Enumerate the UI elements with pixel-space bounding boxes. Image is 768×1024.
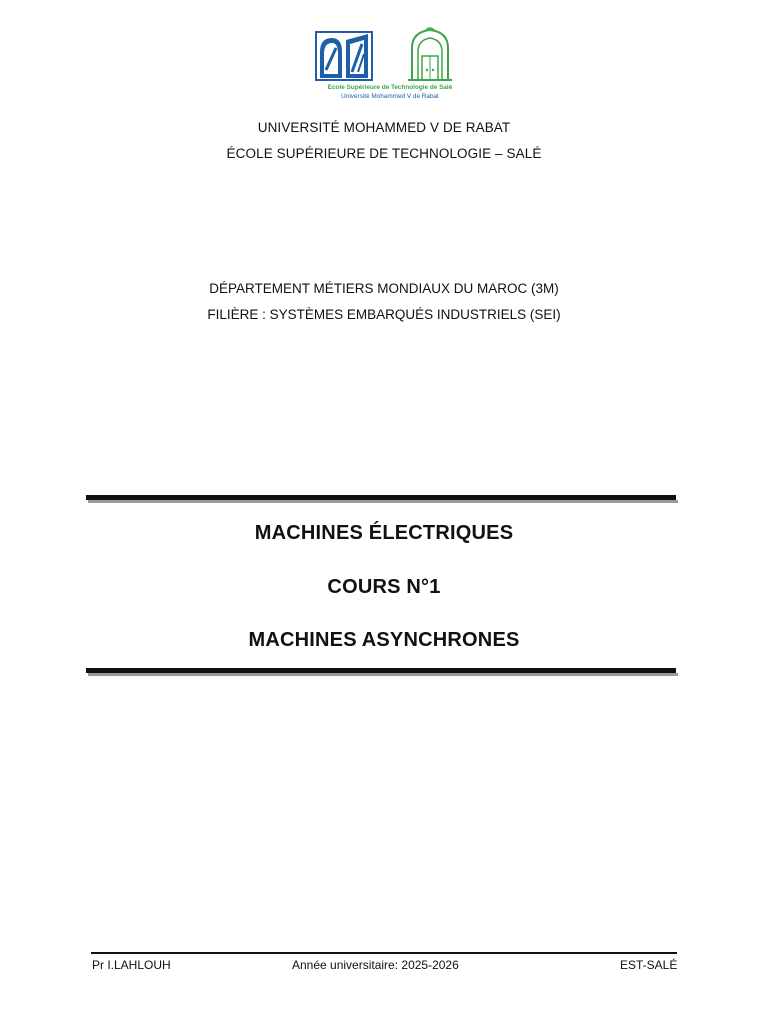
footer-author: Pr I.LAHLOUH bbox=[92, 958, 171, 972]
course-topic: MACHINES ASYNCHRONES bbox=[248, 629, 520, 651]
school-name: ÉCOLE SUPÉRIEURE DE TECHNOLOGIE – SALÉ bbox=[226, 146, 542, 161]
course-subject: MACHINES ÉLECTRIQUES bbox=[254, 522, 514, 544]
footer-site: EST-SALÉ bbox=[620, 958, 678, 972]
course-number: COURS N°1 bbox=[327, 576, 441, 598]
logo-caption-university: Université Mohammed V de Rabat bbox=[341, 93, 439, 100]
logo-caption-school: Ecole Supérieure de Technologie de Salé bbox=[327, 84, 453, 91]
institution-logos bbox=[300, 26, 470, 112]
footer-academic-year: Année universitaire: 2025-2026 bbox=[292, 958, 459, 972]
program-name: FILIÈRE : SYSTÈMES EMBARQUÉS INDUSTRIELS (SEI) bbox=[207, 307, 561, 322]
title-bottom-rule bbox=[86, 668, 676, 676]
department-name: DÉPARTEMENT MÉTIERS MONDIAUX DU MAROC (3M) bbox=[209, 281, 559, 296]
university-name: UNIVERSITÉ MOHAMMED V DE RABAT bbox=[257, 120, 511, 135]
school-logo-icon bbox=[406, 26, 454, 84]
footer-rule bbox=[91, 952, 677, 954]
title-top-rule bbox=[86, 495, 676, 503]
